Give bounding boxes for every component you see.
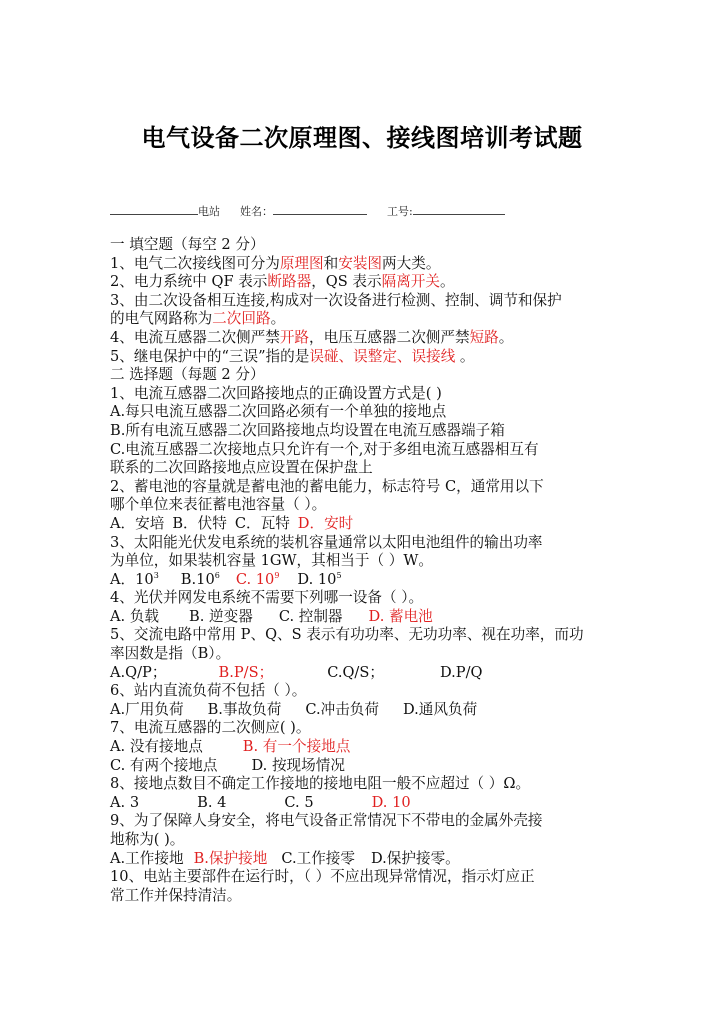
answer-text: 误碰、误整定、误接线 [309,347,456,365]
fill-question-3-line-2: 的电气网路称为二次回路。 [110,310,286,328]
fill-question-4: 4、电流互感器二次侧严禁开路，电压互感器二次侧严禁短路。 [110,328,514,346]
choice-question-10-stem: 10、电站主要部件在运行时，（ ）不应出现异常情况，指示灯应正 [110,868,535,886]
choice-options-row [110,701,620,720]
fill-question-2: 2、电力系统中 QF 表示断路器，QS 表示隔离开关。 [110,273,455,291]
station-blank[interactable] [110,203,198,215]
choice-option: C.冲击负荷 [305,700,379,718]
choice-option: $B.10^6$ [180,570,220,588]
answer-text: 短路 [469,328,499,346]
header-info-line [110,203,505,219]
choice-option: A.工作接地 [110,849,184,867]
station-label: 电站 [198,205,220,218]
choice-option: C．瓦特 [234,514,290,532]
correct-choice-option: B.P/S； [218,663,274,681]
correct-choice-option: B.保护接地 [193,849,268,867]
choice-option: C.电流互感器二次接地点只允许有一个,对于多组电流互感器相互有 [110,440,539,458]
choice-question-10-stem-continued: 常工作并保持清洁。 [110,886,242,904]
choice-options-row [110,571,620,590]
choice-question-8-stem: 8、接地点数目不确定工作接地的接地电阻一般不应超过（ ）Ω。 [110,775,531,793]
choice-option: A．安培 [110,514,165,532]
answer-text: 隔离开关 [381,273,440,291]
choice-question-3-stem-continued: 为单位，如果装机容量 1GW，其相当于（ ）W。 [110,552,433,570]
choice-option: C. 有两个接地点 [110,756,218,774]
choice-option: A.厂用负荷 [110,700,184,718]
correct-choice-option: D．安时 [297,514,354,532]
correct-choice-option: B. 有一个接地点 [242,738,351,756]
choice-option: A. 3 [110,793,140,811]
choice-option-continued: 联系的二次回路接地点应设置在保护盘上 [110,459,373,477]
choice-options-row [110,794,620,813]
correct-choice-option: D. 10 [371,793,411,811]
answer-text: 原理图 [279,254,324,272]
choice-option: D. 按现场情况 [251,756,345,774]
choice-option: D.保护接零。 [370,849,460,867]
choice-option: A．$10^3$ [110,570,159,588]
choice-question-4-stem: 4、光伏并网发电系统不需要下列哪一设备（ ）。 [110,589,424,607]
choice-question-5-stem-continued: 率因数是指（B）。 [110,645,231,663]
choice-option: A.每只电流互感器二次回路必须有一个单独的接地点 [110,403,447,421]
choice-options-row [110,757,620,776]
choice-options-row [110,664,620,683]
page-title: 电气设备二次原理图、接线图培训考试题 [141,124,583,152]
answer-text: 断路器 [267,273,312,291]
choice-question-7-stem: 7、电流互感器的二次侧应( )。 [110,719,311,737]
choice-option: C.工作接零 [281,849,355,867]
choice-options-row [110,850,620,869]
choice-option: C. 控制器 [278,607,343,625]
choice-options-row [110,515,620,534]
correct-choice-option: D. 蓄电池 [368,607,433,625]
choice-question-9-stem-continued: 地称为( )。 [110,831,185,848]
name-blank[interactable] [273,203,367,215]
exam-body [110,236,620,905]
answer-text: 二次回路 [212,310,271,328]
choice-option: B．伏特 [172,514,227,532]
choice-question-5-stem: 5、交流电路中常用 P、Q、S 表示有功功率、无功功率、视在功率，而功 [110,626,584,644]
fill-question-5: 5、继电保护中的“三误”指的是误碰、误整定、误接线 。 [110,347,475,365]
choice-option: D.P/Q [439,663,483,681]
fill-question-1: 1、电气二次接线图可分为原理图和安装图两大类。 [110,254,441,272]
section-heading-choice: 二 选择题（每题 2 分） [110,366,265,384]
choice-question-2-stem: 2、蓄电池的容量就是蓄电池的蓄电能力，标志符号 C，通常用以下 [110,477,544,495]
choice-option: B. 逆变器 [189,607,253,625]
answer-text: 安装图 [338,254,383,272]
choice-question-9-stem: 9、为了保障人身安全，将电气设备正常情况下不带电的金属外壳接 [110,812,543,830]
choice-option: C. 5 [284,793,314,811]
choice-option: A.Q/P； [110,663,167,681]
choice-option: A. 没有接地点 [110,738,203,756]
choice-option: A. 负载 [110,607,160,625]
choice-option: D.通风负荷 [402,700,478,718]
choice-option: C.Q/S； [327,663,384,681]
choice-options-row [110,608,620,627]
choice-question-6-stem: 6、站内直流负荷不包括（ ）。 [110,682,307,700]
choice-question-1-stem: 1、电流互感器二次回路接地点的正确设置方式是( ) [110,384,442,402]
choice-option: B. 4 [197,793,227,811]
id-blank[interactable] [413,203,505,215]
choice-question-2-stem-continued: 哪个单位来表征蓄电池容量（ ）。 [110,496,327,514]
correct-choice-option: C. $10^9$ [235,570,280,588]
choice-question-3-stem: 3、太阳能光伏发电系统的装机容量通常以太阳电池组件的输出功率 [110,533,543,551]
choice-options-row [110,738,620,757]
fill-question-3-line-1: 3、由二次设备相互连接,构成对一次设备进行检测、控制、调节和保护 [110,291,562,309]
choice-option: B.事故负荷 [207,700,282,718]
choice-option: D. $10^5$ [297,570,342,588]
name-label: 姓名： [240,205,273,218]
id-label: 工号: [387,205,413,218]
section-heading-fill-in: 一 填空题（每空 2 分） [110,236,265,253]
choice-option: B.所有电流互感器二次回路接地点均设置在电流互感器端子箱 [110,421,505,439]
answer-text: 开路 [279,328,310,346]
